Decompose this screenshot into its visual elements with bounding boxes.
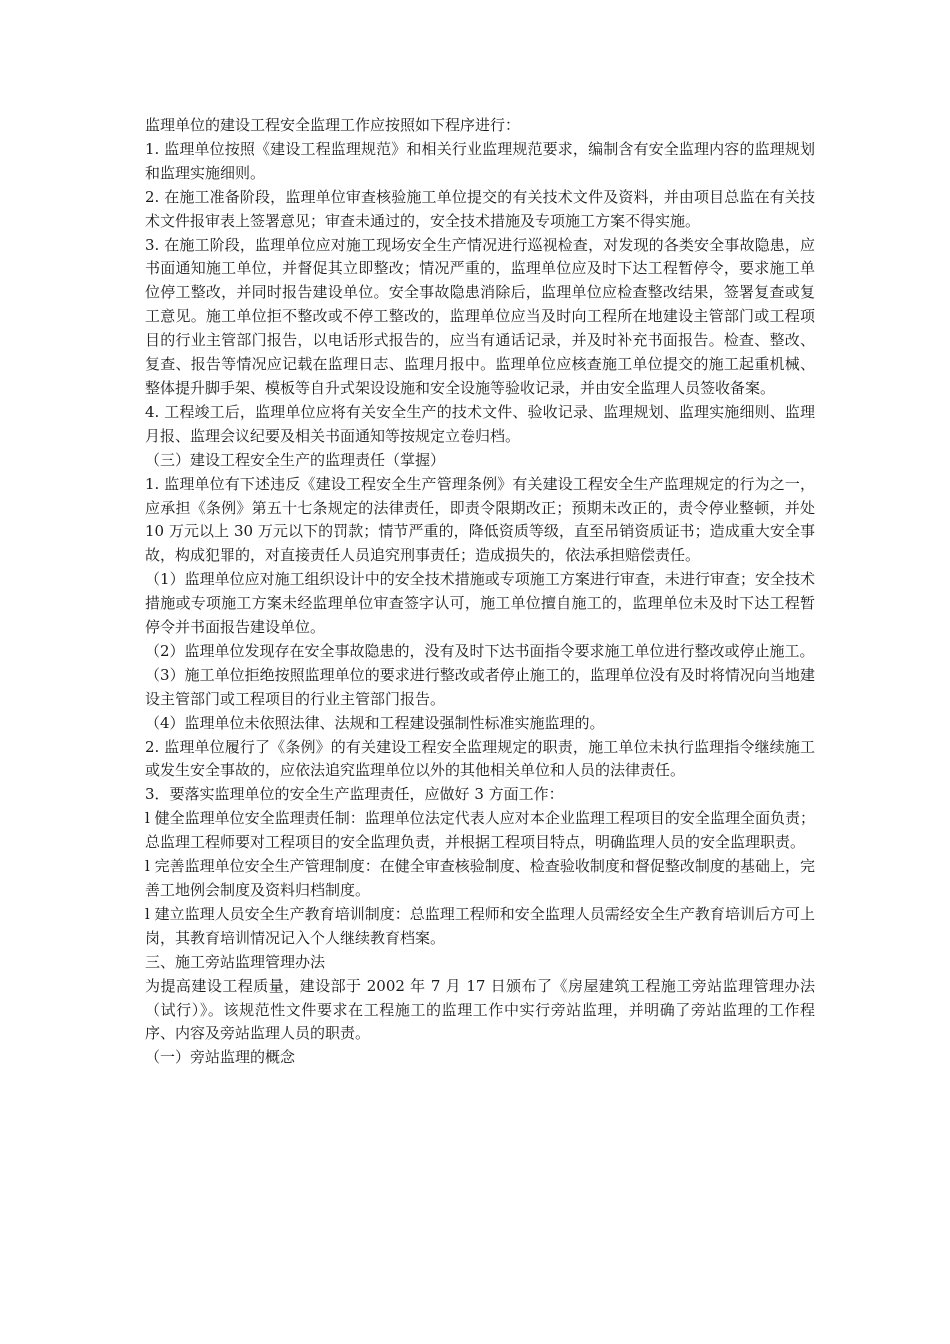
paragraph-liability-item-2: （2）监理单位发现存在安全事故隐患的，没有及时下达书面指令要求施工单位进行整改或停止施工。 <box>145 641 815 660</box>
paragraph-liability-2: 2. 监理单位履行了《条例》的有关建设工程安全监理规定的职责，施工单位未执行监理指令继续施工或发生安全事故的，应依法追究监理单位以外的其他相关单位和人员的法律责任。 <box>145 737 815 780</box>
section-heading-liability: （三）建设工程安全生产的监理责任（掌握） <box>145 450 446 469</box>
bullet-training-system: l 建立监理人员安全生产教育培训制度：总监理工程师和安全监理人员需经安全生产教育培训后方可上岗，其教育培训情况记入个人继续教育档案。 <box>145 904 815 947</box>
paragraph-step-3: 3. 在施工阶段，监理单位应对施工现场安全生产情况进行巡视检查，对发现的各类安全事故隐患，应书面通知施工单位，并督促其立即整改；情况严重的，监理单位应及时下达工程暂停令，要求施工单位停工整改，并同时报告建设单位。安全事故隐患消除后，监理单位应检查整改结果，签署复查或复工意见。施工单位拒不整改或不停工整改的，监理单位应当及时向工程所在地建设主管部门或工程项目的行业主管部门报告，以电话形式报告的，应当有通话记录，并及时补充书面报告。检查、整改、复查、报告等情况应记载在监理日志、监理月报中。监理单位应核查施工单位提交的施工起重机械、整体提升脚手架、模板等自升式架设设施和安全设施等验收记录，并由安全监理人员签收备案。 <box>145 235 815 397</box>
paragraph-liability-3: 3．要落实监理单位的安全生产监理责任，应做好 3 方面工作： <box>145 785 564 804</box>
bullet-responsibility-system: l 健全监理单位安全监理责任制：监理单位法定代表人应对本企业监理工程项目的安全监理全面负责；总监理工程师要对工程项目的安全监理负责，并根据工程项目特点，明确监理人员的安全监理职责。 <box>145 809 815 852</box>
paragraph-step-1: 1. 监理单位按照《建设工程监理规范》和相关行业监理规范要求，编制含有安全监理内容的监理规划和监理实施细则。 <box>145 139 815 182</box>
bullet-management-system: l 完善监理单位安全生产管理制度：在健全审查核验制度、检查验收制度和督促整改制度的基础上，完善工地例会制度及资料归档制度。 <box>145 857 815 899</box>
paragraph-liability-1: 1. 监理单位有下述违反《建设工程安全生产管理条例》有关建设工程安全生产监理规定的行为之一，应承担《条例》第五十七条规定的法律责任，即责令限期改正；预期未改正的，责令停业整顿，并处 10 万元以上 30 万元以下的罚款；情节严重的，降低资质等级，直至吊销资质证书；造成重大安全事故，构成犯罪的，对直接责任人员追究刑事责任；造成损失的，依法承担赔偿责任。 <box>145 474 815 565</box>
document-body <box>145 114 815 1070</box>
paragraph-step-2: 2. 在施工准备阶段，监理单位审查核验施工单位提交的有关技术文件及资料，并由项目总监在有关技术文件报审表上签署意见；审查未通过的，安全技术措施及专项施工方案不得实施。 <box>145 187 815 230</box>
paragraph-step-4: 4. 工程竣工后，监理单位应将有关安全生产的技术文件、验收记录、监理规划、监理实施细则、监理月报、监理会议纪要及相关书面通知等按规定立卷归档。 <box>145 402 815 445</box>
subsection-heading-concept: （一）旁站监理的概念 <box>145 1048 296 1067</box>
paragraph-side-station-intro: 为提高建设工程质量，建设部于 2002 年 7 月 17 日颁布了《房屋建筑工程施工旁站监理管理办法（试行）》。该规范性文件要求在工程施工的监理工作中实行旁站监理，并明确了旁站监理的工作程序、内容及旁站监理人员的职责。 <box>145 976 815 1043</box>
paragraph-intro: 监理单位的建设工程安全监理工作应按照如下程序进行： <box>145 116 521 134</box>
paragraph-liability-item-3: （3）施工单位拒绝按照监理单位的要求进行整改或者停止施工的，监理单位没有及时将情况向当地建设主管部门或工程项目的行业主管部门报告。 <box>145 665 815 708</box>
paragraph-liability-item-1: （1）监理单位应对施工组织设计中的安全技术措施或专项施工方案进行审查，未进行审查；安全技术措施或专项施工方案未经监理单位审查签字认可，施工单位擅自施工的，监理单位未及时下达工程暂停令并书面报告建设单位。 <box>145 570 815 637</box>
paragraph-liability-item-4: （4）监理单位未依照法律、法规和工程建设强制性标准实施监理的。 <box>145 713 605 732</box>
section-heading-side-station: 三、施工旁站监理管理办法 <box>145 952 326 971</box>
